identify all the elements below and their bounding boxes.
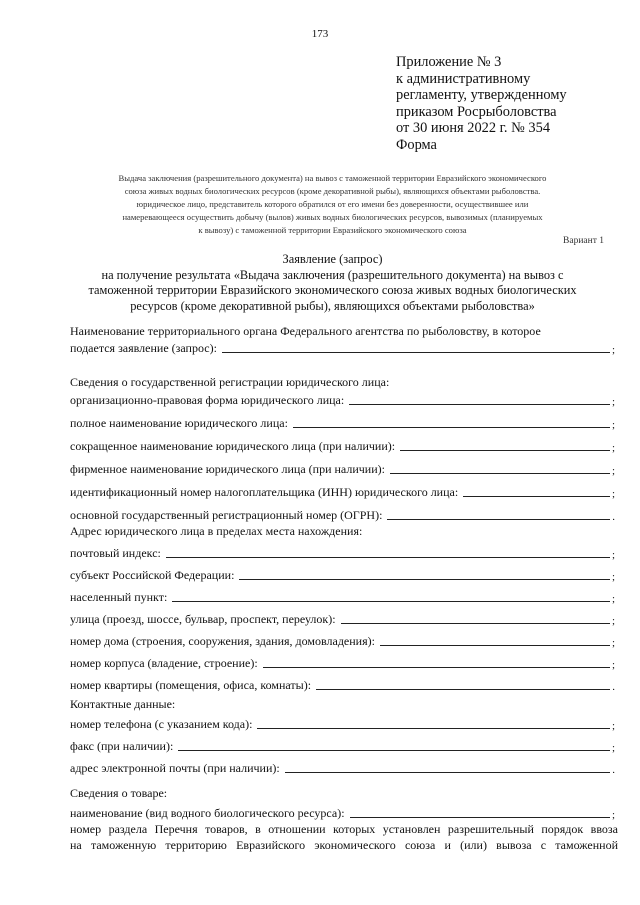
email-input-line[interactable] xyxy=(285,762,611,773)
note-line: Выдача заключения (разрешительного документа) на вывоз с таможенной территории Евразийского экономического xyxy=(118,173,547,183)
address-heading: Адрес юридического лица в пределах места нахождения: xyxy=(70,524,363,538)
field-end-mark: . xyxy=(612,681,615,693)
territorial-organ-input-line[interactable] xyxy=(222,342,610,353)
note-line: юридическое лицо, представитель которого обратился от его имени без доверенности, осуществившее или xyxy=(136,199,529,209)
ogrn-input-line[interactable] xyxy=(387,509,610,520)
form-title xyxy=(60,252,605,314)
house-number-input-line[interactable] xyxy=(380,635,610,646)
page-number: 173 xyxy=(311,28,329,40)
apartment-input-line[interactable] xyxy=(316,679,610,690)
resource-name-input-line[interactable] xyxy=(350,807,610,818)
note-line: намеревающееся осуществить добычу (вылов) живых водных биологических ресурсов, вывозимых (планируемых xyxy=(122,212,543,222)
territorial-organ-row xyxy=(70,339,615,356)
field-label: сокращенное наименование юридического лица (при наличии): xyxy=(70,439,396,453)
field-label: основной государственный регистрационный номер (ОГРН): xyxy=(70,508,383,522)
field-label: организационно-правовая форма юридического лица: xyxy=(70,393,345,407)
field-end-mark: ; xyxy=(611,637,615,649)
note-line: союза живых водных биологических ресурсов (кроме декоративной рыбы), являющихся объектами рыболовства. xyxy=(124,186,541,196)
field-label: наименование (вид водного биологического ресурса): xyxy=(70,806,345,820)
field-end-mark: ; xyxy=(611,344,615,356)
street-input-line[interactable] xyxy=(341,613,610,624)
email-row xyxy=(70,759,615,776)
field-end-mark: ; xyxy=(611,720,615,732)
field-label: почтовый индекс: xyxy=(70,546,161,560)
locality-row xyxy=(70,588,615,605)
field-label: субъект Российской Федерации: xyxy=(70,568,235,582)
header-note xyxy=(60,172,605,237)
title-line: Заявление (запрос) xyxy=(282,252,383,266)
postal-code-row xyxy=(70,544,615,561)
contacts-heading: Контактные данные: xyxy=(70,697,176,711)
field-end-mark: ; xyxy=(611,615,615,627)
appendix-line: Форма xyxy=(396,136,437,153)
field-label: населенный пункт: xyxy=(70,590,168,604)
full-name-row xyxy=(70,414,615,431)
field-label: номер корпуса (владение, строение): xyxy=(70,656,258,670)
field-end-mark: ; xyxy=(611,396,615,408)
org-legal-form-row xyxy=(70,391,615,408)
appendix-block xyxy=(396,54,567,154)
appendix-line: приказом Росрыболовства xyxy=(396,103,557,120)
field-end-mark: ; xyxy=(611,809,615,821)
phone-input-line[interactable] xyxy=(257,718,610,729)
apartment-row xyxy=(70,676,615,693)
region-input-line[interactable] xyxy=(239,569,610,580)
phone-row xyxy=(70,715,615,732)
registration-heading: Сведения о государственной регистрации юридического лица: xyxy=(70,375,390,389)
full-name-input-line[interactable] xyxy=(293,417,610,428)
field-label: номер квартиры (помещения, офиса, комнаты): xyxy=(70,678,312,692)
building-input-line[interactable] xyxy=(263,657,610,668)
variant-label: Вариант 1 xyxy=(563,236,604,246)
field-end-mark: ; xyxy=(611,571,615,583)
territorial-organ-label: Наименование территориального органа Федерального агентства по рыболовству, в которое xyxy=(70,324,541,338)
postal-code-input-line[interactable] xyxy=(166,547,610,558)
field-end-mark: ; xyxy=(611,488,615,500)
field-end-mark: ; xyxy=(611,419,615,431)
appendix-line: к административному xyxy=(396,70,531,87)
field-label: адрес электронной почты (при наличии): xyxy=(70,761,280,775)
fax-input-line[interactable] xyxy=(178,740,610,751)
locality-input-line[interactable] xyxy=(172,591,610,602)
house-number-row xyxy=(70,632,615,649)
short-name-input-line[interactable] xyxy=(400,440,610,451)
field-label: улица (проезд, шоссе, бульвар, проспект, переулок): xyxy=(70,612,336,626)
brand-name-input-line[interactable] xyxy=(390,463,610,474)
ogrn-row xyxy=(70,486,615,503)
title-line: ресурсов (кроме декоративной рыбы), являющихся объектами рыболовства» xyxy=(130,298,535,313)
appendix-line: от 30 июня 2022 г. № 354 xyxy=(396,120,551,137)
field-end-mark: ; xyxy=(611,659,615,671)
short-name-row xyxy=(70,437,615,454)
field-label: подается заявление (запрос): xyxy=(70,341,217,355)
title-line: таможенной территории Евразийского экономического союза живых водных биологических xyxy=(88,283,577,298)
field-end-mark: ; xyxy=(611,742,615,754)
appendix-line: регламенту, утвержденному xyxy=(396,87,567,104)
appendix-line: Приложение № 3 xyxy=(396,54,502,70)
brand-name-row xyxy=(70,460,615,477)
title-line: на получение результата «Выдача заключения (разрешительного документа) на вывоз с xyxy=(101,267,564,282)
resource-name-row xyxy=(70,804,615,821)
goods-paragraph-line: номер раздела Перечня товаров, в отношении которых установлен разрешительный порядок ввоза xyxy=(70,822,618,836)
field-end-mark: ; xyxy=(611,465,615,477)
goods-heading: Сведения о товаре: xyxy=(70,786,168,800)
org-legal-form-input-line[interactable] xyxy=(349,394,610,405)
region-row xyxy=(70,566,615,583)
ogrn-row xyxy=(70,506,615,523)
field-end-mark: ; xyxy=(611,593,615,605)
field-label: идентификационный номер налогоплательщика (ИНН) юридического лица: xyxy=(70,485,459,499)
field-label: номер дома (строения, сооружения, здания, домовладения): xyxy=(70,634,375,648)
field-end-mark: ; xyxy=(611,442,615,454)
field-label: факс (при наличии): xyxy=(70,739,174,753)
fax-row xyxy=(70,737,615,754)
field-end-mark: ; xyxy=(611,549,615,561)
field-label: номер телефона (с указанием кода): xyxy=(70,717,253,731)
field-end-mark: . xyxy=(612,764,615,776)
note-line: к вывозу) с таможенной территории Евразийского экономического союза xyxy=(198,225,467,235)
street-row xyxy=(70,610,615,627)
field-label: фирменное наименование юридического лица (при наличии): xyxy=(70,462,385,476)
building-row xyxy=(70,654,615,671)
goods-paragraph-line: на таможенную территорию Евразийского экономического союза и (или) вывоза с таможенной xyxy=(70,838,618,852)
field-end-mark: . xyxy=(612,511,615,523)
field-label: полное наименование юридического лица: xyxy=(70,416,288,430)
